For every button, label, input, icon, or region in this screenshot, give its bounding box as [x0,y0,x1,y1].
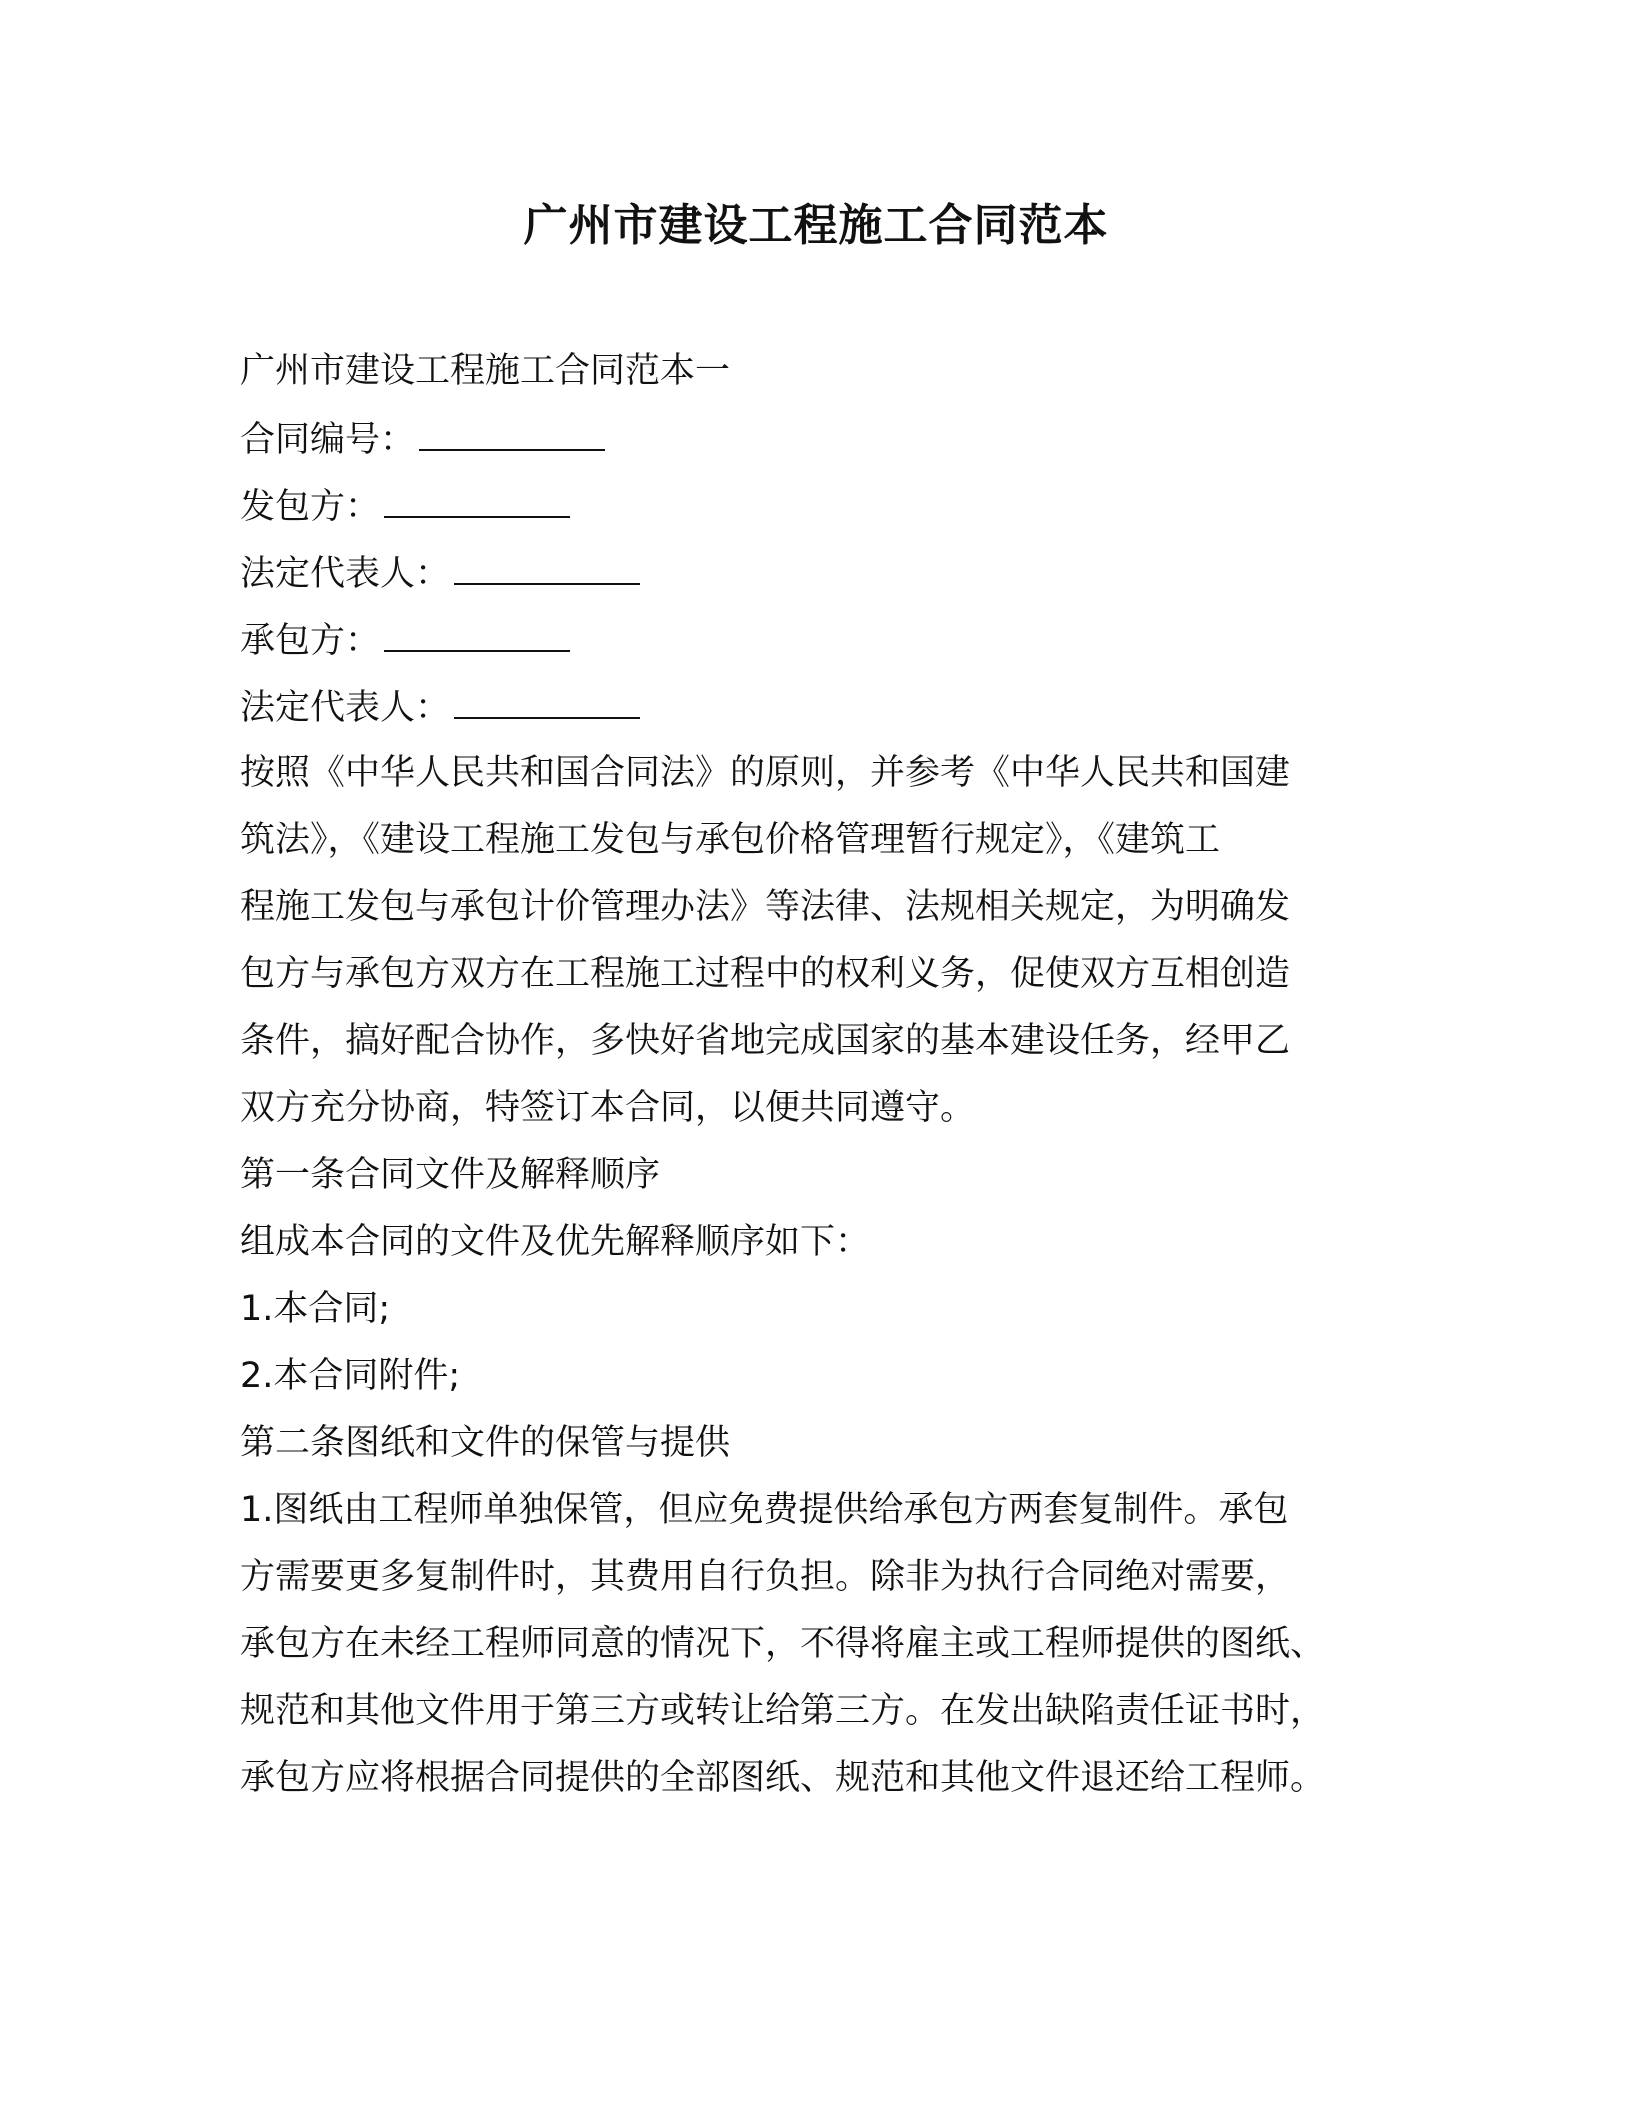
list-item: 2.本合同附件; [240,1356,461,1396]
preamble-paragraph [240,740,1380,1142]
field-contractor [240,606,1380,673]
article-2-heading: 第二条图纸和文件的保管与提供 [240,1423,731,1463]
field-label: 合同编号： [240,420,416,460]
fill-in-blank [454,539,640,585]
paragraph-line: 双方充分协商，特签订本合同，以便共同遵守。 [240,1088,976,1128]
fill-in-blank [384,606,570,652]
field-contractor-legal-rep [240,673,1380,740]
field-employer [240,472,1380,539]
article-1-heading: 第一条合同文件及解释顺序 [240,1155,661,1195]
fill-in-blank [384,472,570,518]
list-item: 1.本合同; [240,1289,391,1329]
paragraph-line: 按照《中华人民共和国合同法》的原则，并参考《中华人民共和国建 [240,753,1291,793]
field-label: 法定代表人： [240,688,451,728]
paragraph-line: 筑法》，《建设工程施工发包与承包价格管理暂行规定》，《建筑工 [240,820,1221,860]
article-2-paragraph [240,1477,1380,1812]
document-body [240,338,1380,1812]
paragraph-line: 规范和其他文件用于第三方或转让给第三方。在发出缺陷责任证书时， [240,1691,1326,1731]
article-1-intro: 组成本合同的文件及优先解释顺序如下： [240,1222,871,1262]
paragraph-line: 包方与承包方双方在工程施工过程中的权利义务，促使双方互相创造 [240,954,1291,994]
paragraph-line: 1.图纸由工程师单独保管，但应免费提供给承包方两套复制件。承包 [240,1490,1289,1530]
field-label: 发包方： [240,487,381,527]
paragraph-line: 方需要更多复制件时，其费用自行负担。除非为执行合同绝对需要， [240,1557,1291,1597]
document-title: 广州市建设工程施工合同范本 [523,200,1109,251]
paragraph-line: 承包方应将根据合同提供的全部图纸、规范和其他文件退还给工程师。 [240,1758,1326,1798]
field-employer-legal-rep [240,539,1380,606]
fill-in-blank [454,673,640,719]
fill-in-blank [419,405,605,451]
contract-subtitle: 广州市建设工程施工合同范本一 [240,351,731,391]
field-label: 承包方： [240,621,381,661]
paragraph-line: 条件，搞好配合协作，多快好省地完成国家的基本建设任务，经甲乙 [240,1021,1291,1061]
field-label: 法定代表人： [240,554,451,594]
paragraph-line: 程施工发包与承包计价管理办法》等法律、法规相关规定，为明确发 [240,887,1291,927]
field-contract-number [240,405,1380,472]
paragraph-line: 承包方在未经工程师同意的情况下，不得将雇主或工程师提供的图纸、 [240,1624,1326,1664]
